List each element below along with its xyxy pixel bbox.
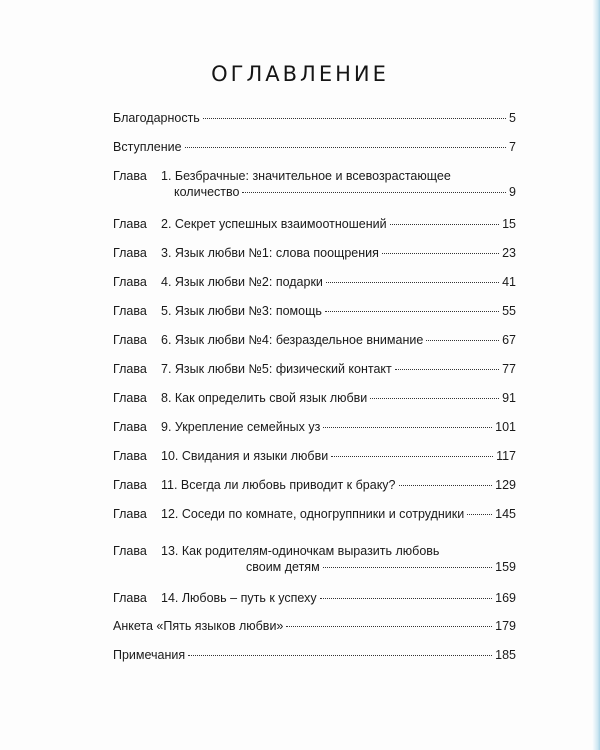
dot-leader: [242, 192, 506, 193]
dot-leader: [325, 311, 499, 312]
entry-title: 13. Как родителям-одиночкам выразить любовь: [161, 544, 440, 558]
dot-leader: [370, 398, 499, 399]
page-number: 169: [495, 591, 516, 605]
entry-title: 8. Как определить свой язык любви: [161, 391, 368, 405]
toc-entry: [113, 245, 516, 261]
chapter-label: Глава: [113, 304, 147, 318]
entry-title: 10. Свидания и языки любви: [161, 449, 329, 463]
dot-leader: [323, 427, 492, 428]
entry-title: Благодарность: [113, 111, 200, 125]
dot-leader: [326, 282, 499, 283]
toc-entry: [113, 419, 516, 435]
page-number: 117: [496, 449, 516, 463]
dot-leader: [323, 567, 492, 568]
page-number: 41: [502, 275, 516, 289]
entry-title-continued: количество: [174, 185, 240, 199]
page-number: 15: [502, 217, 516, 231]
toc-entry: [113, 448, 516, 464]
toc-entry: [113, 590, 516, 606]
dot-leader: [188, 655, 492, 656]
toc-entry: [113, 332, 516, 348]
toc-entry: [113, 274, 516, 290]
page-number: 77: [502, 362, 516, 376]
entry-title: 4. Язык любви №2: подарки: [161, 275, 323, 289]
toc-entry: [113, 506, 516, 522]
dot-leader: [390, 224, 500, 225]
chapter-label: Глава: [113, 391, 147, 405]
page-number: 23: [502, 246, 516, 260]
toc-entry: [113, 110, 516, 126]
page-number: 55: [502, 304, 516, 318]
chapter-label: Глава: [113, 507, 147, 521]
chapter-label: Глава: [113, 478, 147, 492]
page-number: 5: [509, 111, 516, 125]
chapter-label: Глава: [113, 449, 147, 463]
dot-leader: [286, 626, 492, 627]
chapter-label: Глава: [113, 217, 147, 231]
chapter-label: Глава: [113, 275, 147, 289]
page-number: 159: [495, 560, 516, 574]
entry-title: 7. Язык любви №5: физический контакт: [161, 362, 392, 376]
dot-leader: [203, 118, 506, 119]
page-edge: [592, 0, 600, 750]
page-number: 179: [495, 619, 516, 633]
page-title: ОГЛАВЛЕНИЕ: [211, 62, 389, 86]
page-number: 9: [509, 185, 516, 199]
page-number: 145: [495, 507, 516, 521]
dot-leader: [399, 485, 493, 486]
page-number: 129: [495, 478, 516, 492]
toc-entry: [113, 168, 516, 200]
entry-title: Анкета «Пять языков любви»: [113, 619, 284, 633]
toc-entry: [113, 361, 516, 377]
page-number: 7: [509, 140, 516, 154]
toc-entry: [113, 390, 516, 406]
toc-entry: [113, 216, 516, 232]
page-number: 67: [502, 333, 516, 347]
entry-title: 12. Соседи по комнате, одногруппники и сотрудники: [161, 507, 465, 521]
entry-title: 3. Язык любви №1: слова поощрения: [161, 246, 379, 260]
entry-title-continued: своим детям: [246, 560, 320, 574]
dot-leader: [331, 456, 493, 457]
toc-entry: [113, 477, 516, 493]
dot-leader: [185, 147, 506, 148]
dot-leader: [320, 598, 493, 599]
entry-title: Примечания: [113, 648, 186, 662]
chapter-label: Глава: [113, 246, 147, 260]
entry-title: 1. Безбрачные: значительное и всевозрастающее: [161, 169, 451, 183]
toc-entry: [113, 618, 516, 634]
entry-title: 14. Любовь – путь к успеху: [161, 591, 317, 605]
dot-leader: [382, 253, 499, 254]
chapter-label: Глава: [113, 333, 147, 347]
chapter-label: Глава: [113, 169, 147, 183]
page-number: 185: [495, 648, 516, 662]
dot-leader: [467, 514, 492, 515]
chapter-label: Глава: [113, 544, 147, 558]
dot-leader: [395, 369, 499, 370]
toc-entry: [113, 303, 516, 319]
entry-title: 2. Секрет успешных взаимоотношений: [161, 217, 387, 231]
chapter-label: Глава: [113, 362, 147, 376]
entry-title: 11. Всегда ли любовь приводит к браку?: [161, 478, 396, 492]
toc-entry: [113, 647, 516, 663]
toc-entry: [113, 543, 516, 575]
entry-title: 6. Язык любви №4: безраздельное внимание: [161, 333, 424, 347]
entry-title: Вступление: [113, 140, 182, 154]
entry-title: 5. Язык любви №3: помощь: [161, 304, 322, 318]
page-number: 101: [495, 420, 516, 434]
toc-entry: [113, 139, 516, 155]
entry-title: 9. Укрепление семейных уз: [161, 420, 321, 434]
chapter-label: Глава: [113, 420, 147, 434]
dot-leader: [426, 340, 499, 341]
page-number: 91: [502, 391, 516, 405]
chapter-label: Глава: [113, 591, 147, 605]
